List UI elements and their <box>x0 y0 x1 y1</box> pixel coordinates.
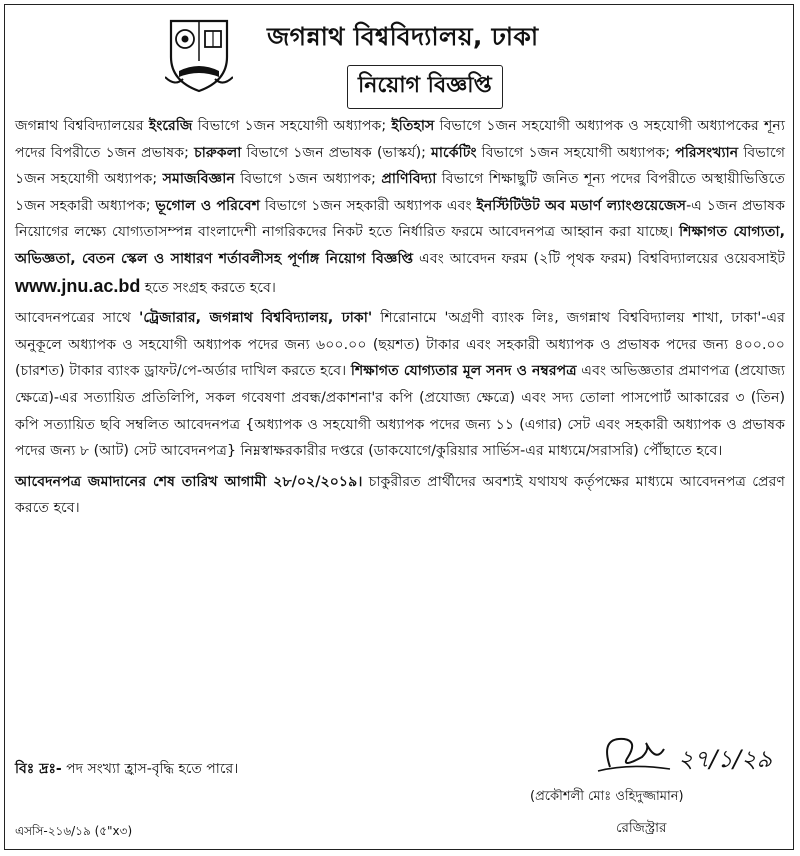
certificates-text: শিক্ষাগত যোগ্যতার মূল সনদ ও নম্বরপত্র <box>350 363 577 380</box>
dept-english: ইংরেজি <box>148 118 193 134</box>
eligibility-text: শিক্ষাগত যোগ্যতা, অভিজ্ঞতা, বেতন স্কেল ও সাধারণ শর্তাবলীসহ পূর্ণাঙ্গ নিয়োগ বিজ্ঞপ্তি <box>15 224 785 267</box>
page-title: জগন্নাথ বিশ্ববিদ্যালয়, ঢাকা <box>267 22 539 51</box>
text-span: হতে সংগ্রহ করতে হবে। <box>140 279 276 296</box>
notice-header <box>5 5 793 109</box>
footnote-label: বিঃ দ্রঃ- <box>15 761 62 777</box>
notice-frame <box>4 4 794 850</box>
footnote <box>15 757 238 781</box>
deadline-text: আবেদনপত্র জমাদানের শেষ তারিখ আগামী ২৮/০২/২০১৯। <box>15 473 363 490</box>
text-span: জগন্নাথ বিশ্ববিদ্যালয়ের <box>15 118 149 134</box>
dept-sociology: সমাজবিজ্ঞান <box>162 171 235 188</box>
text-span: বিভাগে ১জন সহযোগী অধ্যাপক ও সহযোগী অধ্যাপকের শূন্য পদের বিপরীতে ১জন প্রভাষক; <box>15 118 785 161</box>
reference-code: এসসি-২১৬/১৯ (৫"x৩) <box>15 824 133 838</box>
dept-fine-arts: চারুকলা <box>194 144 242 161</box>
dept-marketing: মার্কেটিং <box>431 144 477 161</box>
paragraph-application <box>15 305 785 465</box>
signatory-name: (প্রকৌশলী মোঃ ওহিদুজ্জামান) <box>530 789 684 804</box>
institute-modern-languages: ইনস্টিটিউট অব মডার্ণ ল্যাংগুয়েজেস <box>476 197 687 214</box>
paragraph-deadline <box>15 469 785 522</box>
text-span: বিভাগে ১জন প্রভাষক (ভাস্কর্য); <box>241 144 432 161</box>
text-span: বিভাগে ১জন সহযোগী অধ্যাপক; <box>192 118 392 134</box>
text-span: শিরোনামে 'অগ্রণী ব্যাংক লিঃ, জগন্নাথ বিশ্ববিদ্যালয় শাখা, ঢাকা'-এর অনুকূলে অধ্যাপক ও সহযোগী অধ্যাপক পদের জন্য ৬০০.০০ (ছয়শত) টাকার এবং সহকারী অধ্যাপক ও প্রভাষক পদের জন্য ৪০০.০০ (চারশত) টাকার ব্যাংক ড্রাফট/পে-অর্ডার দাখিল করতে হবে। <box>15 310 785 380</box>
text-span: বিভাগে ১জন সহযোগী অধ্যাপক; <box>476 144 676 161</box>
text-span: বিভাগে ১জন সহযোগী অধ্যাপক; <box>15 144 785 188</box>
university-logo-icon <box>165 17 233 95</box>
text-span: এবং অভিজ্ঞতার প্রমাণপত্র (প্রযোজ্য ক্ষেত্রে)-এর সত্যায়িত প্রতিলিপি, সকল গবেষণা প্রবন্ধ/প্রকাশনা'র কপি (প্রযোজ্য ক্ষেত্রে) এবং সদ্য তোলা পাসপোর্ট আকারের ৩ (তিন) কপি সত্যায়িত ছবি সম্বলিত আবেদনপত্র {অধ্যাপক ও সহযোগী অধ্যাপক পদের জন্য ১১ (এগার) সেট এবং সহকারী অধ্যাপক ও প্রভাষক পদের জন্য ৮ (আট) সেট আবেদনপত্র} নিম্নস্বাক্ষরকারীর দপ্তরে (ডাকযোগে/কুরিয়ার সার্ভিস-এর মাধ্যমে/সরাসরি) পৌঁছাতে হবে। <box>15 363 785 460</box>
signature-block <box>530 727 780 845</box>
text-span: -এ ১জন প্রভাষক নিয়োগের লক্ষ্যে যোগ্যতাসম্পন্ন বাংলাদেশী নাগরিকদের নিকট হতে নির্ধারিত ফরমে আবেদনপত্র আহ্বান করা যাচ্ছে। <box>15 197 785 241</box>
dept-history: ইতিহাস <box>391 118 435 134</box>
signature-icon <box>590 727 780 789</box>
website-link[interactable]: www.jnu.ac.bd <box>15 275 141 296</box>
dept-geography: ভূগোল ও পরিবেশ <box>155 197 261 214</box>
treasurer-payee: 'ট্রেজারার, জগন্নাথ বিশ্ববিদ্যালয়, ঢাকা' <box>138 310 373 327</box>
text-span: আবেদনপত্রের সাথে <box>15 310 139 327</box>
text-span: চাকুরীরত প্রার্থীদের অবশ্যই যথাযথ কর্তৃপক্ষের মাধ্যমে আবেদনপত্র প্রেরণ করতে হবে। <box>15 473 785 517</box>
svg-text:২৭/১/২৯: ২৭/১/২৯ <box>678 745 773 773</box>
dept-statistics: পরিসংখ্যান <box>675 144 739 161</box>
text-span: এবং আবেদন ফরম (২টি পৃথক ফরম) বিশ্ববিদ্যালয়ের ওয়েবসাইট <box>413 250 785 267</box>
signatory-title: রেজিস্ট্রার <box>616 820 667 836</box>
text-span: বিভাগে ১জন সহকারী অধ্যাপক এবং <box>260 197 477 214</box>
text-span: বিভাগে ১জন অধ্যাপক; <box>234 171 382 188</box>
notice-body <box>15 113 785 522</box>
text-span: বিভাগে শিক্ষাছুটি জনিত শূন্য পদের বিপরীতে অস্থায়ীভিত্তিতে ১জন সহকারী অধ্যাপক; <box>15 171 785 214</box>
paragraph-positions <box>15 113 785 301</box>
footnote-text: পদ সংখ্যা হ্রাস-বৃদ্ধি হতে পারে। <box>61 761 239 777</box>
notice-subtitle: নিয়োগ বিজ্ঞপ্তি <box>347 65 503 109</box>
dept-zoology: প্রাণিবিদ্যা <box>381 171 437 188</box>
